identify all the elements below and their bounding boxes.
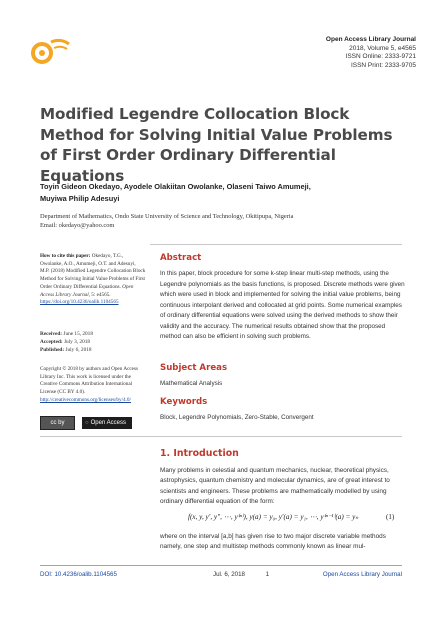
copyright-text: Copyright © 2018 by authors and Open Access Library Inc. This work is licensed under the Creative Commons Attribution International License (CC BY 4.0). <box>40 366 139 396</box>
copyright-block <box>40 366 146 405</box>
journal-info <box>326 36 416 70</box>
accepted-date: July 3, 2018 <box>63 338 91 345</box>
journal-logo <box>30 36 82 74</box>
dates-block <box>40 331 146 354</box>
divider <box>150 244 402 245</box>
cite-lead: How to cite this paper: <box>40 253 91 259</box>
abstract-text: In this paper, block procedure for some k-step linear multi-step methods, using the Legendre polynomials as the basis functions, is proposed. Discrete methods were given which were used in block and implemented for solving the initial value problems, being continuous interpolant derived and collocated at grid points. Some numerical examples of ordinary differential equations were solved using the derived methods to show their validity and the accuracy. The numerical results obtained show that the proposed method can also be efficient in solving such problems. <box>160 270 405 340</box>
accepted-label: Accepted: <box>40 338 63 345</box>
footer-doi[interactable]: DOI: 10.4236/oalib.1104565 <box>40 571 117 578</box>
introduction-heading: 1. Introduction <box>160 448 239 459</box>
equation-1: f(x, y, y′, y″, ⋯, y⁽ⁿ⁾), y(a) = y₀, y′(a) = y₁, ⋯, y⁽ⁿ⁻¹⁾(a) = yₙ <box>188 513 359 521</box>
affiliation-block <box>40 212 400 230</box>
keywords-text: Block, Legendre Polynomials, Zero-Stable, Convergent <box>160 414 314 421</box>
authors-line-2: Muyiwa Philip Adesuyi <box>40 193 120 203</box>
license-badges <box>40 414 132 432</box>
journal-name: Open Access Library Journal <box>325 36 416 43</box>
intro-paragraph-2: where on the interval [a,b] has given rise to two major discrete variable methods namely, one step and multistep methods commonly known as linear mul- <box>160 533 386 551</box>
received-label: Received: <box>40 331 63 337</box>
cite-journal: Open Access Library Journal, <box>40 283 134 298</box>
published-row <box>40 347 146 355</box>
keywords-heading: Keywords <box>160 397 208 407</box>
abstract-heading: Abstract <box>160 253 202 263</box>
received-date: June 15, 2018 <box>63 331 93 337</box>
affiliation: Department of Mathematics, Ondo State University of Science and Technology, Okitipupa, Nigeria <box>40 213 294 220</box>
cite-tail: 5: e4565. <box>91 291 111 298</box>
issn-print: ISSN Print: 2333-9705 <box>350 61 416 69</box>
cc-by-badge[interactable]: cc by <box>40 416 75 430</box>
authors-line-1: Toyin Gideon Okedayo, Ayodele Olakiitan Owolanke, Olaseni Taiwo Amumeji, <box>40 182 311 191</box>
divider <box>40 436 402 437</box>
open-lock-icon: ○ <box>85 420 89 427</box>
footer-journal: Open Access Library Journal <box>322 571 402 578</box>
published-label: Published: <box>40 346 65 353</box>
footer-center <box>213 571 269 578</box>
equation-number: (1) <box>386 513 395 521</box>
intro-paragraph-1: Many problems in celestial and quantum mechanics, nuclear, theoretical physics, astrophysics, quantum chemistry and molecular dynamics, are of great interest to scientists and engineers. These problems are mathematically modelled by using ordinary differential equation of the form: <box>160 467 390 506</box>
volume-line: 2018, Volume 5, e4565 <box>349 44 416 52</box>
citation-block <box>40 253 146 307</box>
open-access-label: Open Access <box>90 420 126 427</box>
license-link[interactable]: http://creativecommons.org/licenses/by/4.0/ <box>40 396 131 403</box>
footer-rule <box>40 565 402 566</box>
open-access-badge[interactable] <box>82 417 132 429</box>
subject-text: Mathematical Analysis <box>160 380 223 387</box>
received-row <box>40 331 146 339</box>
paper-title: Modified Legendre Collocation Block Method for Solving Initial Value Problems of First Order Ordinary Differential Equations <box>40 105 393 185</box>
footer-date: Jul. 6, 2018 <box>213 571 245 578</box>
published-date: July 6, 2018 <box>65 346 92 353</box>
email[interactable]: Email: okedayo@yahoo.com <box>40 222 115 229</box>
authors <box>40 181 400 204</box>
page-number: 1 <box>265 571 270 578</box>
cite-text: Okedayo, T.G., Owolanke, A.O., Amumeji, O.T. and Adesuyi, M.P. (2018) Modified Legendre Collocation Block Method for Solving Initial Value Problems of First Order Ordinary Differential Equations. <box>40 253 146 290</box>
issn-online: ISSN Online: 2333-9721 <box>345 53 416 61</box>
subject-heading: Subject Areas <box>160 363 228 373</box>
accepted-row <box>40 339 146 347</box>
cite-doi-link[interactable]: https://doi.org/10.4236/oalib.1104565 <box>40 299 119 306</box>
